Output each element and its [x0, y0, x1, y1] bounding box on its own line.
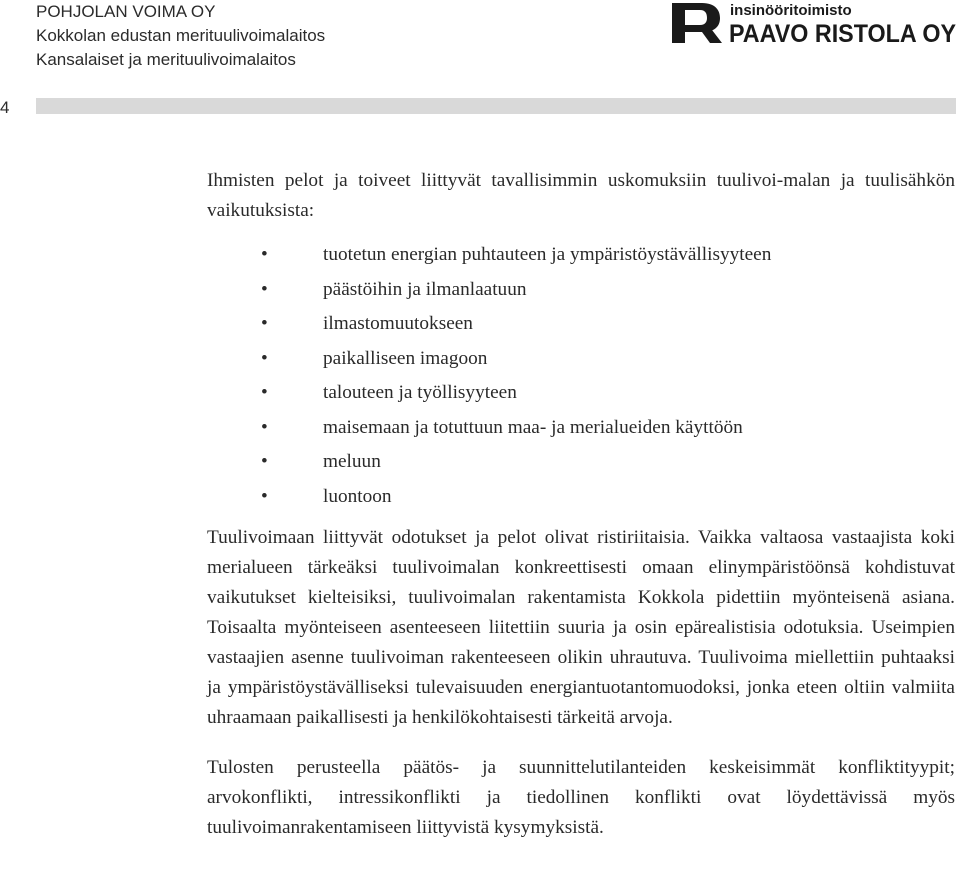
- list-item-text: paikalliseen imagoon: [323, 347, 488, 369]
- list-item-text: ilmastomuutokseen: [323, 313, 473, 334]
- list-item: [207, 342, 955, 377]
- list-item: [207, 445, 955, 480]
- bullet-icon: •: [261, 382, 268, 403]
- logo-name: PAAVO RISTOLA OY: [729, 20, 957, 45]
- header-company: POHJOLAN VOIMA OY: [36, 2, 216, 21]
- header-project: Kokkolan edustan merituulivoimalaitos: [36, 26, 326, 45]
- list-item: [207, 411, 955, 446]
- list-item-text: talouteen ja työllisyyteen: [323, 382, 517, 403]
- intro-paragraph: Ihmisten pelot ja toiveet liittyvät tavallisimmin uskomuksiin tuulivoi-malan ja tuulisähkön vaikutuksista:: [207, 170, 955, 221]
- document-header: [36, 0, 325, 72]
- page-number: 4: [0, 98, 10, 117]
- bullet-icon: •: [261, 313, 268, 334]
- list-item-text: meluun: [323, 451, 381, 472]
- bullet-icon: •: [261, 485, 268, 507]
- list-item: [207, 307, 955, 342]
- page-content: [207, 166, 955, 843]
- paragraph-conflicts: Tulosten perusteella päätös- ja suunnittelutilanteiden keskeisimmät konfliktityypit; arvokonflikti, intressikonflikti ja tiedollinen konflikti ovat löydettävissä myös tuulivoimanrakentamiseen liittyvistä kysymyksistä.: [207, 757, 955, 838]
- list-item: [207, 273, 955, 308]
- header-rule: [36, 98, 956, 114]
- list-item: [207, 376, 955, 411]
- list-item-text: luontoon: [323, 485, 392, 507]
- bullet-icon: •: [261, 451, 268, 472]
- logo-mark-icon: [672, 3, 722, 43]
- header-subtitle: Kansalaiset ja merituulivoimalaitos: [36, 50, 296, 69]
- list-item-text: maisemaan ja totuttuun maa- ja merialueiden käyttöön: [323, 416, 743, 438]
- list-item-text: päästöihin ja ilmanlaatuun: [323, 278, 527, 300]
- company-logo: [670, 1, 958, 45]
- bullet-icon: •: [261, 347, 268, 369]
- bullet-icon: •: [261, 416, 268, 438]
- list-item: [207, 480, 955, 515]
- logo-tagline: insinööritoimisto: [730, 2, 852, 19]
- concerns-list: [207, 238, 955, 514]
- list-item-text: tuotetun energian puhtauteen ja ympäristöystävällisyyteen: [323, 244, 772, 265]
- list-item: [207, 238, 955, 273]
- paragraph-expectations: Tuulivoimaan liittyvät odotukset ja pelot olivat ristiriitaisia. Vaikka valtaosa vastaajista koki merialueen tärkeäksi tuulivoimalan konkreettisesti omaan elinympäristöönsä kohdistuvat vaikutukset kielteisiksi, tuulivoimalan rakentamista Kokkola pidettiin myönteisenä asiana. Toisaalta myönteiseen asenteeseen liitettiin suuria ja osin epärealistisia odotuksia. Useimpien vastaajien asenne tuulivoiman rakenteeseen olikin uhrautuva. Tuulivoima miellettiin puhtaaksi ja ympäristöystävälliseksi tulevaisuuden energiantuotantomuodoksi, jonka eteen oltiin valmiita uhraamaan paikallisesti ja henkilökohtaisesti tärkeitä arvoja.: [207, 527, 955, 728]
- bullet-icon: •: [261, 278, 268, 300]
- bullet-icon: •: [261, 244, 268, 265]
